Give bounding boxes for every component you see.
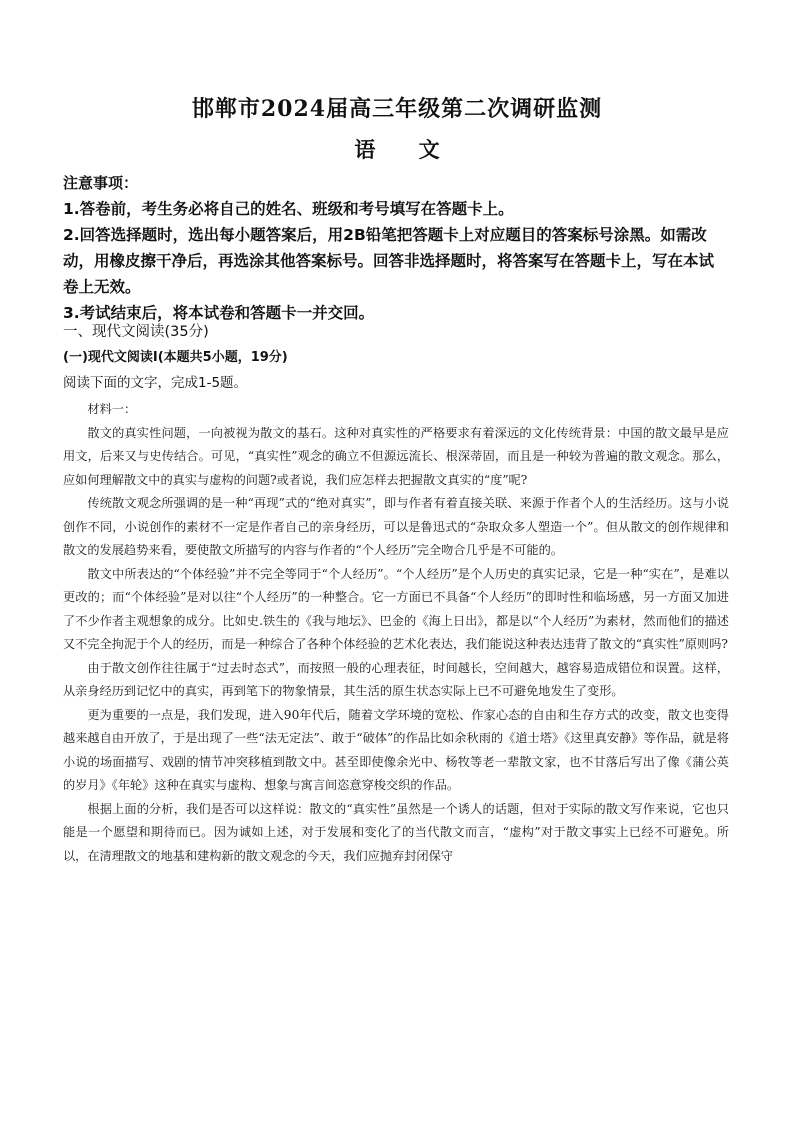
reading-instruction: 阅读下面的文字，完成1-5题。 [63,375,248,391]
material-label: 材料一： [87,402,137,416]
section-heading: 一、现代文阅读(35分) [63,324,209,340]
note-item: 2.回答选择题时，选出每小题答案后，用2B铅笔把答题卡上对应题目的答案标号涂黑。如需改动，用橡皮擦干净后，再选涂其他答案标号。回答非选择题时，将答案写在答题卡上，写在本试卷上无效。 [63,226,715,296]
passage [63,398,729,868]
passage-paragraph: 传统散文观念所强调的是一种“再现”式的“绝对真实”，即与作者有着直接关联、来源于作者个人的生活经历。这与小说创作不同，小说创作的素材不一定是作者自己的亲身经历，可以是鲁迅式的“杂取众多人塑造一个”。但从散文的创作规律和散文的发展趋势来看，要使散文所描写的内容与作者的“个人经历”完全吻合几乎是不可能的。 [63,496,729,557]
note-item: 3.考试结束后，将本试卷和答题卡一并交回。 [63,304,375,322]
notes-list [63,196,729,326]
passage-paragraph: 由于散文创作往往属于“过去时态式”，而按照一般的心理表征，时间越长，空间越大，越容易造成错位和误置。这样，从亲身经历到记忆中的真实，再到笔下的物象情景，其生活的原生状态实际上已不可避免地发生了变形。 [63,660,729,698]
notes-heading: 注意事项： [63,174,139,192]
passage-paragraph: 更为重要的一点是，我们发现，进入90年代后，随着文学环境的宽松、作家心态的自由和生存方式的改变，散文也变得越来越自由开放了，于是出现了一些“法无定法”、敢于“破体”的作品比如余秋雨的《道士塔》《这里真安静》等作品，就是将小说的场面描写、戏剧的情节冲突移植到散文中。甚至即使像余光中、杨牧等老一辈散文家，也不甘落后写出了像《蒲公英的岁月》《年轮》这种在真实与虚构、想象与寓言间恣意穿梭交织的作品。 [63,707,729,792]
passage-paragraph: 根据上面的分析，我们是否可以这样说：散文的“真实性”虽然是一个诱人的话题，但对于实际的散文写作来说，它也只能是一个愿望和期待而已。因为诚如上述，对于发展和变化了的当代散文而言，“虚构”对于散文事实上已经不可避免。所以，在清理散文的地基和建构新的散文观念的今天，我们应抛弃封闭保守 [63,801,729,863]
passage-paragraph: 散文中所表达的“个体经验”并不完全等同于“个人经历”。“个人经历”是个人历史的真实记录，它是一种“实在”，是难以更改的；而“个体经验”是对以往“个人经历”的一种整合。它一方面已不具备“个人经历”的即时性和临场感，另一方面又加进了不少作者主观想象的成分。比如史.铁生的《我与地坛》、巴金的《海上日出》，都是以“个人经历”为素材，然而他们的描述又不完全拘泥于个人的经历，而是一种综合了各种个体经验的艺术化表达，我们能说这种表达违背了散文的“真实性”原则吗? [63,566,729,651]
subsection-heading: (一)现代文阅读Ⅰ(本题共5小题，19分) [63,350,288,365]
subject-title: 语 文 [354,137,440,162]
passage-paragraph: 散文的真实性问题，一向被视为散文的基石。这种对真实性的严格要求有着深远的文化传统背景：中国的散文最早是应用文，后来又与史传结合。可见，“真实性”观念的确立不但源远流长、根深蒂固，而且是一种较为普遍的散文观念。那么，应如何理解散文中的真实与虚构的问题?或者说，我们应怎样去把握散文真实的“度”呢? [63,425,729,487]
exam-title: 邯郸市2024届高三年级第二次调研监测 [191,96,603,122]
note-item: 1.答卷前，考生务必将自己的姓名、班级和考号填写在答题卡上。 [63,200,514,218]
